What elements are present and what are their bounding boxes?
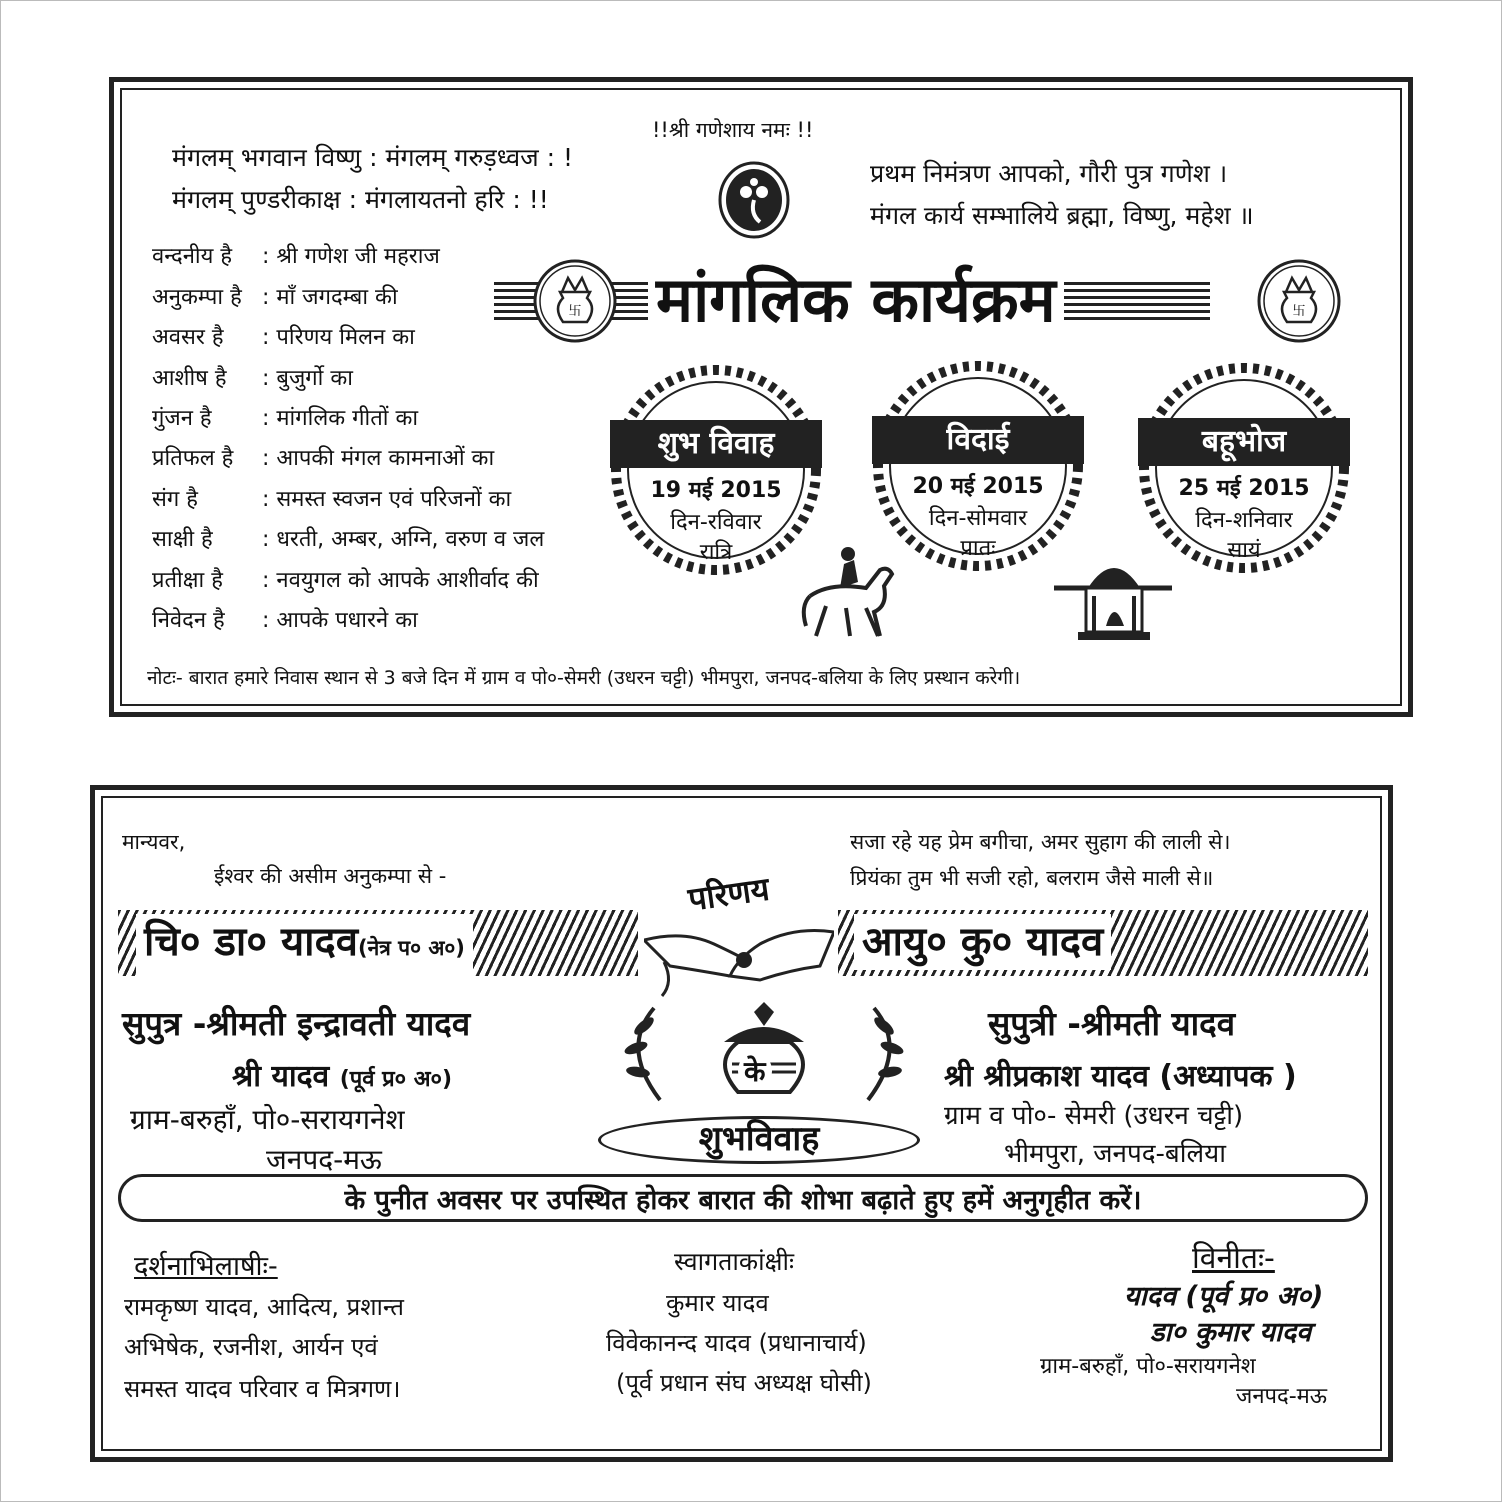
vinit-line-3: ग्राम-बरुहाँ, पो०-सरायगनेश [1040,1354,1256,1379]
swagat-line-1: कुमार यादव [666,1289,769,1317]
couplet-line-2: प्रियंका तुम भी सजी रहो, बलराम जैसे माली से॥ [850,866,1214,890]
list-item: प्रतीक्षा है : नवयुगल को आपके आशीर्वाद की [152,568,539,593]
svg-text:卐: 卐 [568,304,582,319]
event-time: प्रातः [960,536,996,561]
list-item: संग है : समस्त स्वजन एवं परिजनों का [152,487,512,512]
ganesh-icon [716,160,792,240]
ganesh-invocation: !!श्री गणेशाय नमः !! [652,118,814,142]
bride-village: ग्राम व पो०- सेमरी (उधरन चट्टी) [944,1101,1244,1131]
list-item: गुंजन है : मांगलिक गीतों का [152,406,419,431]
salutation: मान्यवर, [122,830,186,854]
parinay-text: परिणय [685,869,772,919]
ke-text: के [738,1052,772,1090]
event-name: बहूभोज [1138,418,1350,466]
groom-district: जनपद-मऊ [266,1143,382,1176]
bride-father: श्री श्रीप्रकाश यादव (अध्यापक ) [944,1059,1297,1094]
shloka-line-2: मंगलम् पुण्डरीकाक्ष : मंगलायतनो हरि : !! [172,185,549,214]
event-date: 25 मई 2015 [1178,476,1310,501]
intro-line: ईश्वर की असीम अनुकम्पा से - [214,864,447,888]
event-name: शुभ विवाह [610,420,822,468]
doha-line-1: प्रथम निमंत्रण आपको, गौरी पुत्र गणेश । [870,159,1228,188]
horse-rider-icon [796,544,906,640]
list-item: अनुकम्पा है : माँ जगदम्बा की [152,285,398,310]
vinit-line-2: डा० कुमार यादव [1150,1317,1312,1348]
groom-village: ग्राम-बरुहाँ, पो०-सरायगनेश [130,1103,405,1136]
invite-line: के पुनीत अवसर पर उपस्थित होकर बारात की शोभा बढ़ाते हुए हमें अनुगृहीत करें। [344,1185,1142,1216]
groom-name: चि० डा० यादव(नेत्र प० अ०) [136,914,473,976]
swagat-line-2: विवेकानन्द यादव (प्रधानाचार्य) [606,1329,867,1357]
handshake-icon [644,912,834,998]
bride-district: भीमपुरा, जनपद-बलिया [1004,1139,1226,1169]
darshan-line-1: रामकृष्ण यादव, आदित्य, प्रशान्त [124,1293,404,1321]
svg-text:卐: 卐 [1292,304,1306,319]
event-date: 20 मई 2015 [912,474,1044,499]
list-item: साक्षी है : धरती, अम्बर, अग्नि, वरुण व जल [152,527,545,552]
darshan-heading: दर्शनाभिलाषीः- [134,1251,278,1282]
couplet-line-1: सजा रहे यह प्रेम बगीचा, अमर सुहाग की लाली से। [850,830,1231,854]
note: नोटः- बारात हमारे निवास स्थान से 3 बजे दिन में ग्राम व पो०-सेमरी (उधरन चट्टी) भीमपुरा, जनपद-बलिया के लिए प्रस्थान करेगी। [147,667,1021,689]
kalash-icon [532,258,618,344]
event-day: दिन-शनिवार [1195,508,1293,533]
program-title: मांगलिक कार्यक्रम [648,262,1064,338]
event-time: रात्रि [699,540,733,565]
swagat-line-3: (पूर्व प्रधान संघ अध्यक्ष घोसी) [616,1369,872,1397]
shubh-vivah-text: शुभविवाह [698,1119,820,1159]
bride-mother: सुपुत्री -श्रीमती यादव [988,1004,1236,1043]
event-date: 19 मई 2015 [650,478,782,503]
event-day: दिन-सोमवार [928,506,1028,531]
darshan-line-3: समस्त यादव परिवार व मित्रगण। [124,1375,401,1403]
darshan-line-2: अभिषेक, रजनीश, आर्यन एवं [124,1333,378,1361]
vinit-line-4: जनपद-मऊ [1236,1384,1328,1409]
shloka-line-1: मंगलम् भगवान विष्णु : मंगलम् गरुड़ध्वज : ! [172,143,573,172]
groom-mother: सुपुत्र -श्रीमती इन्द्रावती यादव [122,1004,471,1043]
event-badge-vidai [872,360,1084,572]
bride-name: आयु० कु० यादव [854,914,1111,970]
kalash-icon [1256,258,1342,344]
vinit-line-1: यादव (पूर्व प्र० अ०) [1124,1281,1324,1312]
list-item: वन्दनीय है : श्री गणेश जी महराज [152,244,440,269]
vinit-heading: विनीतः- [1192,1241,1275,1276]
list-item: प्रतिफल है : आपकी मंगल कामनाओं का [152,446,495,471]
list-item: निवेदन है : आपके पधारने का [152,608,418,633]
event-badge-bahubhoj [1138,362,1350,574]
event-badge-wedding [610,364,822,576]
list-item: अवसर है : परिणय मिलन का [152,325,415,350]
event-name: विदाई [872,416,1084,464]
list-item: आशीष है : बुजुर्गो का [152,366,353,391]
palanquin-icon [1048,546,1178,642]
event-time: सायं [1227,538,1261,563]
doha-line-2: मंगल कार्य सम्भालिये ब्रह्मा, विष्णु, महेश ॥ [870,201,1254,230]
event-day: दिन-रविवार [670,510,762,535]
swagat-heading: स्वागताकांक्षीः [674,1247,795,1276]
groom-father: श्री यादव (पूर्व प्र० अ०) [232,1059,453,1094]
